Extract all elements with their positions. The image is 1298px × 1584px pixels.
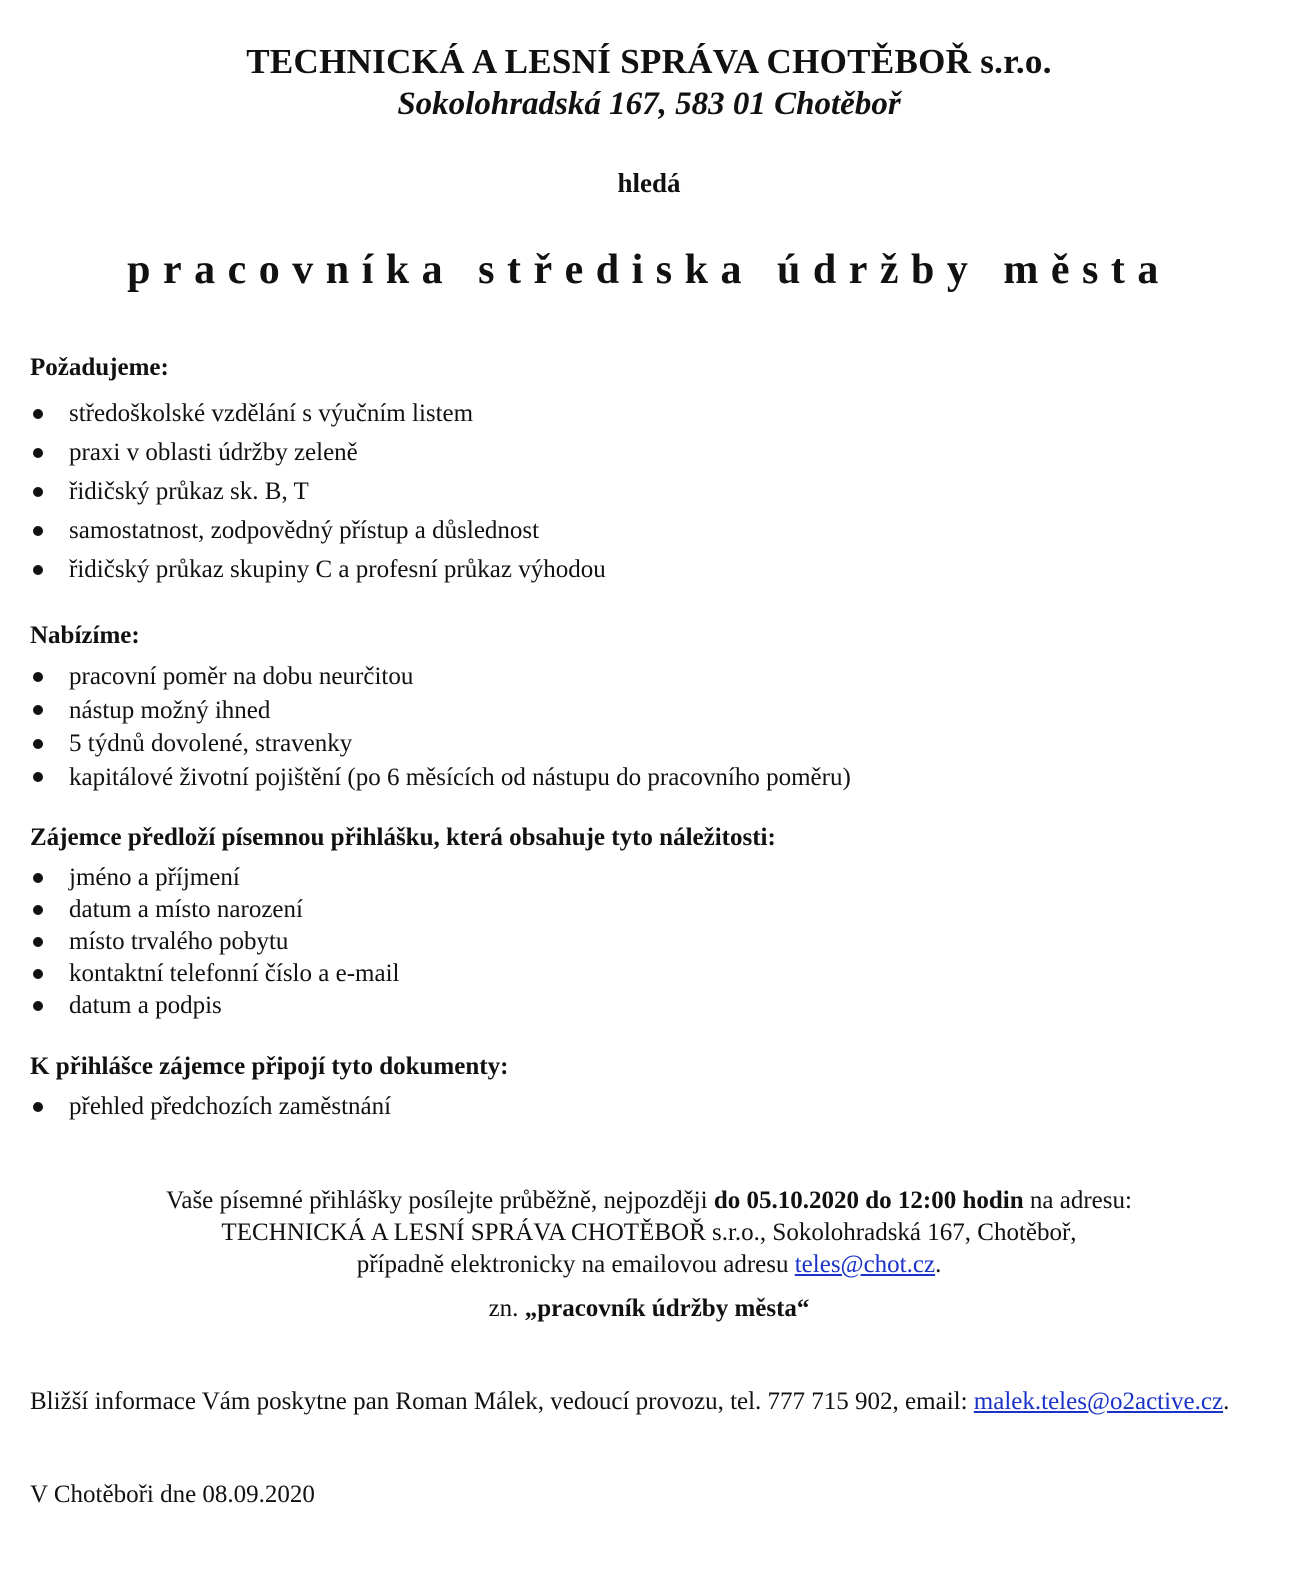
contact-end: . [1223, 1388, 1230, 1415]
documents-list [30, 1091, 391, 1123]
contact-email-link[interactable]: malek.teles@o2active.cz [973, 1388, 1224, 1415]
position-title: pracovníka střediska údržby města [127, 247, 1171, 293]
submission-email-end: . [935, 1251, 942, 1278]
documents-heading: K přihlášce zájemce připojí tyto dokumenty: [30, 1053, 509, 1080]
submission-email-link[interactable]: teles@chot.cz [794, 1251, 936, 1278]
list-item: jméno a příjmení [30, 862, 399, 894]
company-address: Sokolohradská 167, 583 01 Chotěboř [397, 86, 901, 122]
list-item: řidičský průkaz sk. B, T [30, 472, 606, 511]
list-item: nástup možný ihned [30, 694, 851, 728]
submission-line-2: TECHNICKÁ A LESNÍ SPRÁVA CHOTĚBOŘ s.r.o., Sokolohradská 167, Chotěboř, [221, 1219, 1077, 1246]
submission-line-1 [0, 1185, 1298, 1217]
contact-text: Bližší informace Vám poskytne pan Roman Málek, vedoucí provozu, tel. 777 715 902, email: [30, 1388, 974, 1415]
list-item: kapitálové životní pojištění (po 6 měsících od nástupu do pracovního poměru) [30, 761, 851, 795]
requirements-list [30, 394, 606, 589]
offers-heading: Nabízíme: [30, 622, 140, 649]
list-item: datum a místo narození [30, 894, 399, 926]
list-item: datum a podpis [30, 990, 399, 1022]
list-item: místo trvalého pobytu [30, 926, 399, 958]
submission-text: Vaše písemné přihlášky posílejte průběžně, nejpozději [166, 1187, 714, 1214]
list-item: přehled předchozích zaměstnání [30, 1091, 391, 1123]
place-date: V Chotěboři dne 08.09.2020 [30, 1481, 315, 1508]
submission-line-3 [0, 1249, 1298, 1281]
list-item: pracovní poměr na dobu neurčitou [30, 660, 851, 694]
submission-email-text: případně elektronicky na emailovou adresu [356, 1251, 795, 1278]
reference-prefix: zn. [488, 1295, 525, 1322]
reference-label: „pracovník údržby města“ [524, 1295, 810, 1322]
list-item: 5 týdnů dovolené, stravenky [30, 727, 851, 761]
offers-list [30, 660, 851, 794]
requirements-heading: Požadujeme: [30, 354, 169, 381]
application-heading: Zájemce předloží písemnou přihlášku, která obsahuje tyto náležitosti: [30, 824, 776, 851]
seeks-label: hledá [617, 168, 681, 198]
list-item: praxi v oblasti údržby zeleně [30, 433, 606, 472]
contact-info [30, 1386, 1252, 1418]
submission-text-end: na adresu: [1023, 1187, 1132, 1214]
reference-line [0, 1293, 1298, 1325]
company-name: TECHNICKÁ A LESNÍ SPRÁVA CHOTĚBOŘ s.r.o. [246, 42, 1052, 81]
deadline: do 05.10.2020 do 12:00 hodin [713, 1187, 1024, 1214]
list-item: řidičský průkaz skupiny C a profesní průkaz výhodou [30, 550, 606, 589]
list-item: středoškolské vzdělání s výučním listem [30, 394, 606, 433]
application-list [30, 862, 399, 1022]
list-item: kontaktní telefonní číslo a e-mail [30, 958, 399, 990]
list-item: samostatnost, zodpovědný přístup a důslednost [30, 511, 606, 550]
